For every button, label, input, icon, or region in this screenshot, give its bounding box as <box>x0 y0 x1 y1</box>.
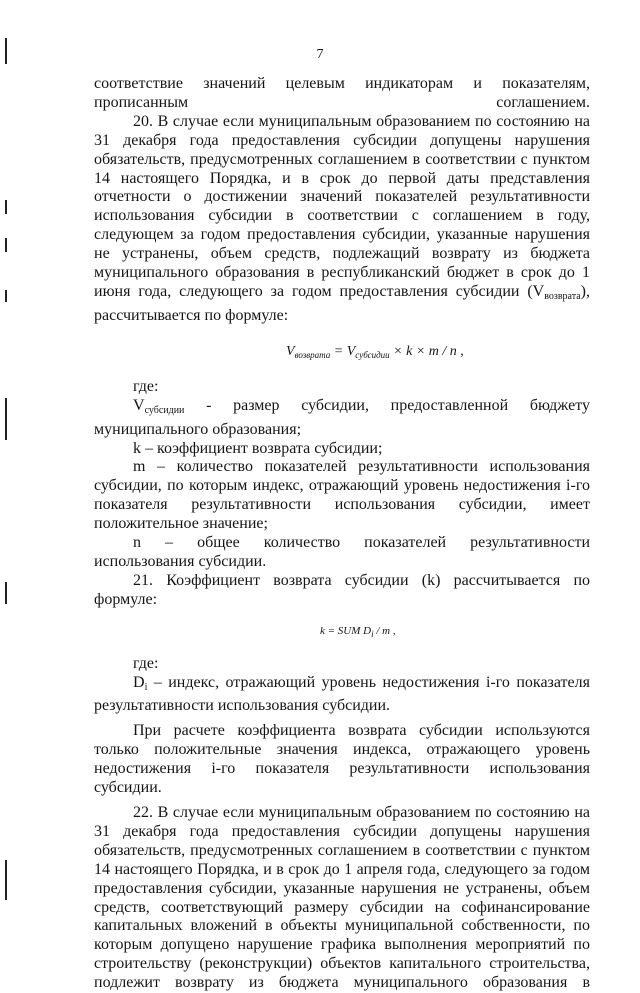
page-number: 7 <box>316 47 324 62</box>
formula-subscript: субсидии <box>355 349 390 360</box>
formula-subscript: возврата <box>294 349 331 360</box>
where-label: где: <box>133 377 159 395</box>
definition-k: k – коэффициент возврата субсидии; <box>133 439 383 457</box>
scan-edge-mark <box>5 582 7 604</box>
formula-part: k = SUM D <box>320 624 372 637</box>
def-letter: D <box>133 673 145 691</box>
paragraph-21: 21. Коэффициент возврата субсидии (k) рассчитывается по формуле: <box>94 571 590 608</box>
formula-var: V <box>286 343 295 359</box>
paragraph-calculation-note: При расчете коэффициента возврата субсидии используются только положительные значения индекса, отражающего уровень недостижения i-го показателя результативности использования субсидии. <box>94 722 590 797</box>
formula-return-coefficient <box>94 622 590 643</box>
scan-edge-mark <box>5 860 7 900</box>
definition-v <box>94 397 590 440</box>
paragraph-22: 22. В случае если муниципальным образованием по состоянию на 31 декабря года предоставления субсидии допущены нарушения обязательств, предусмотренных соглашением в соответствии с пунктом 14 настоящего Порядка, и в срок до 1 апреля года, следующего за годом предоставления субсидии, указанные нарушения не устранены, объем средств, соответствующий размеру субсидии на софинансирование капитальных вложений в объекты муниципальной собственности, по которым допущено нарушение графика выполнения мероприятий по строительству (реконструкции) объектов капитального строительства, подлежит возврату из бюджета муниципального образования в <box>94 804 590 992</box>
paragraph-continuation <box>94 75 590 113</box>
paragraph-20 <box>94 113 590 326</box>
subscript: субсидии <box>144 404 185 416</box>
where-label: где: <box>133 654 159 672</box>
formula-part: = V <box>330 343 356 359</box>
def-text: - размер субсидии, предоставленной бюджету муниципального образования; <box>94 396 590 438</box>
formula-part: × k × m / n , <box>389 343 464 359</box>
document-body <box>94 75 590 993</box>
subscript: i <box>144 681 148 693</box>
definition-d <box>94 674 590 717</box>
scan-edge-mark <box>5 238 7 252</box>
formula-subscript: i <box>371 628 374 639</box>
paragraph-text: 20. В случае если муниципальным образованием по состоянию на 31 декабря года предоставления субсидии допущены нарушения обязательств, предусмотренных соглашением в соответствии с пунктом 14 настоящего Порядка, и в срок до первой даты представления отчетности о достижении значений показателей результативности использования субсидии в соответствии с соглашением в году, следующем за годом предоставления субсидии, указанные нарушения не устранены, объем средств, подлежащий возврату из бюджета муниципального образования в республиканский бюджет в срок до 1 июня года, следующего за годом предоставления субсидии (V <box>94 112 590 300</box>
formula-return-amount <box>94 343 590 364</box>
formula-part: / m , <box>373 624 396 637</box>
scan-edge-mark <box>5 290 7 302</box>
def-letter: V <box>133 396 145 414</box>
subscript: возврата <box>544 290 581 302</box>
scan-edge-mark <box>5 200 7 214</box>
paragraph-text: соответствие значений целевым индикаторам и показателям, прописанным соглашением. <box>94 75 590 111</box>
def-text: – индекс, отражающий уровень недостижения i-го показателя результативности использования субсидии. <box>94 673 590 715</box>
definition-n: n – общее количество показателей результативности использования субсидии. <box>94 534 590 570</box>
definition-m: m – количество показателей результативности использования субсидии, по которым индекс, отражающий уровень недостижения i-го показателя результативности использования субсидии, имеет положительное значение; <box>94 458 590 533</box>
paragraph-text: ), рассчитывается по формуле: <box>94 282 590 324</box>
scan-edge-mark <box>5 398 7 440</box>
